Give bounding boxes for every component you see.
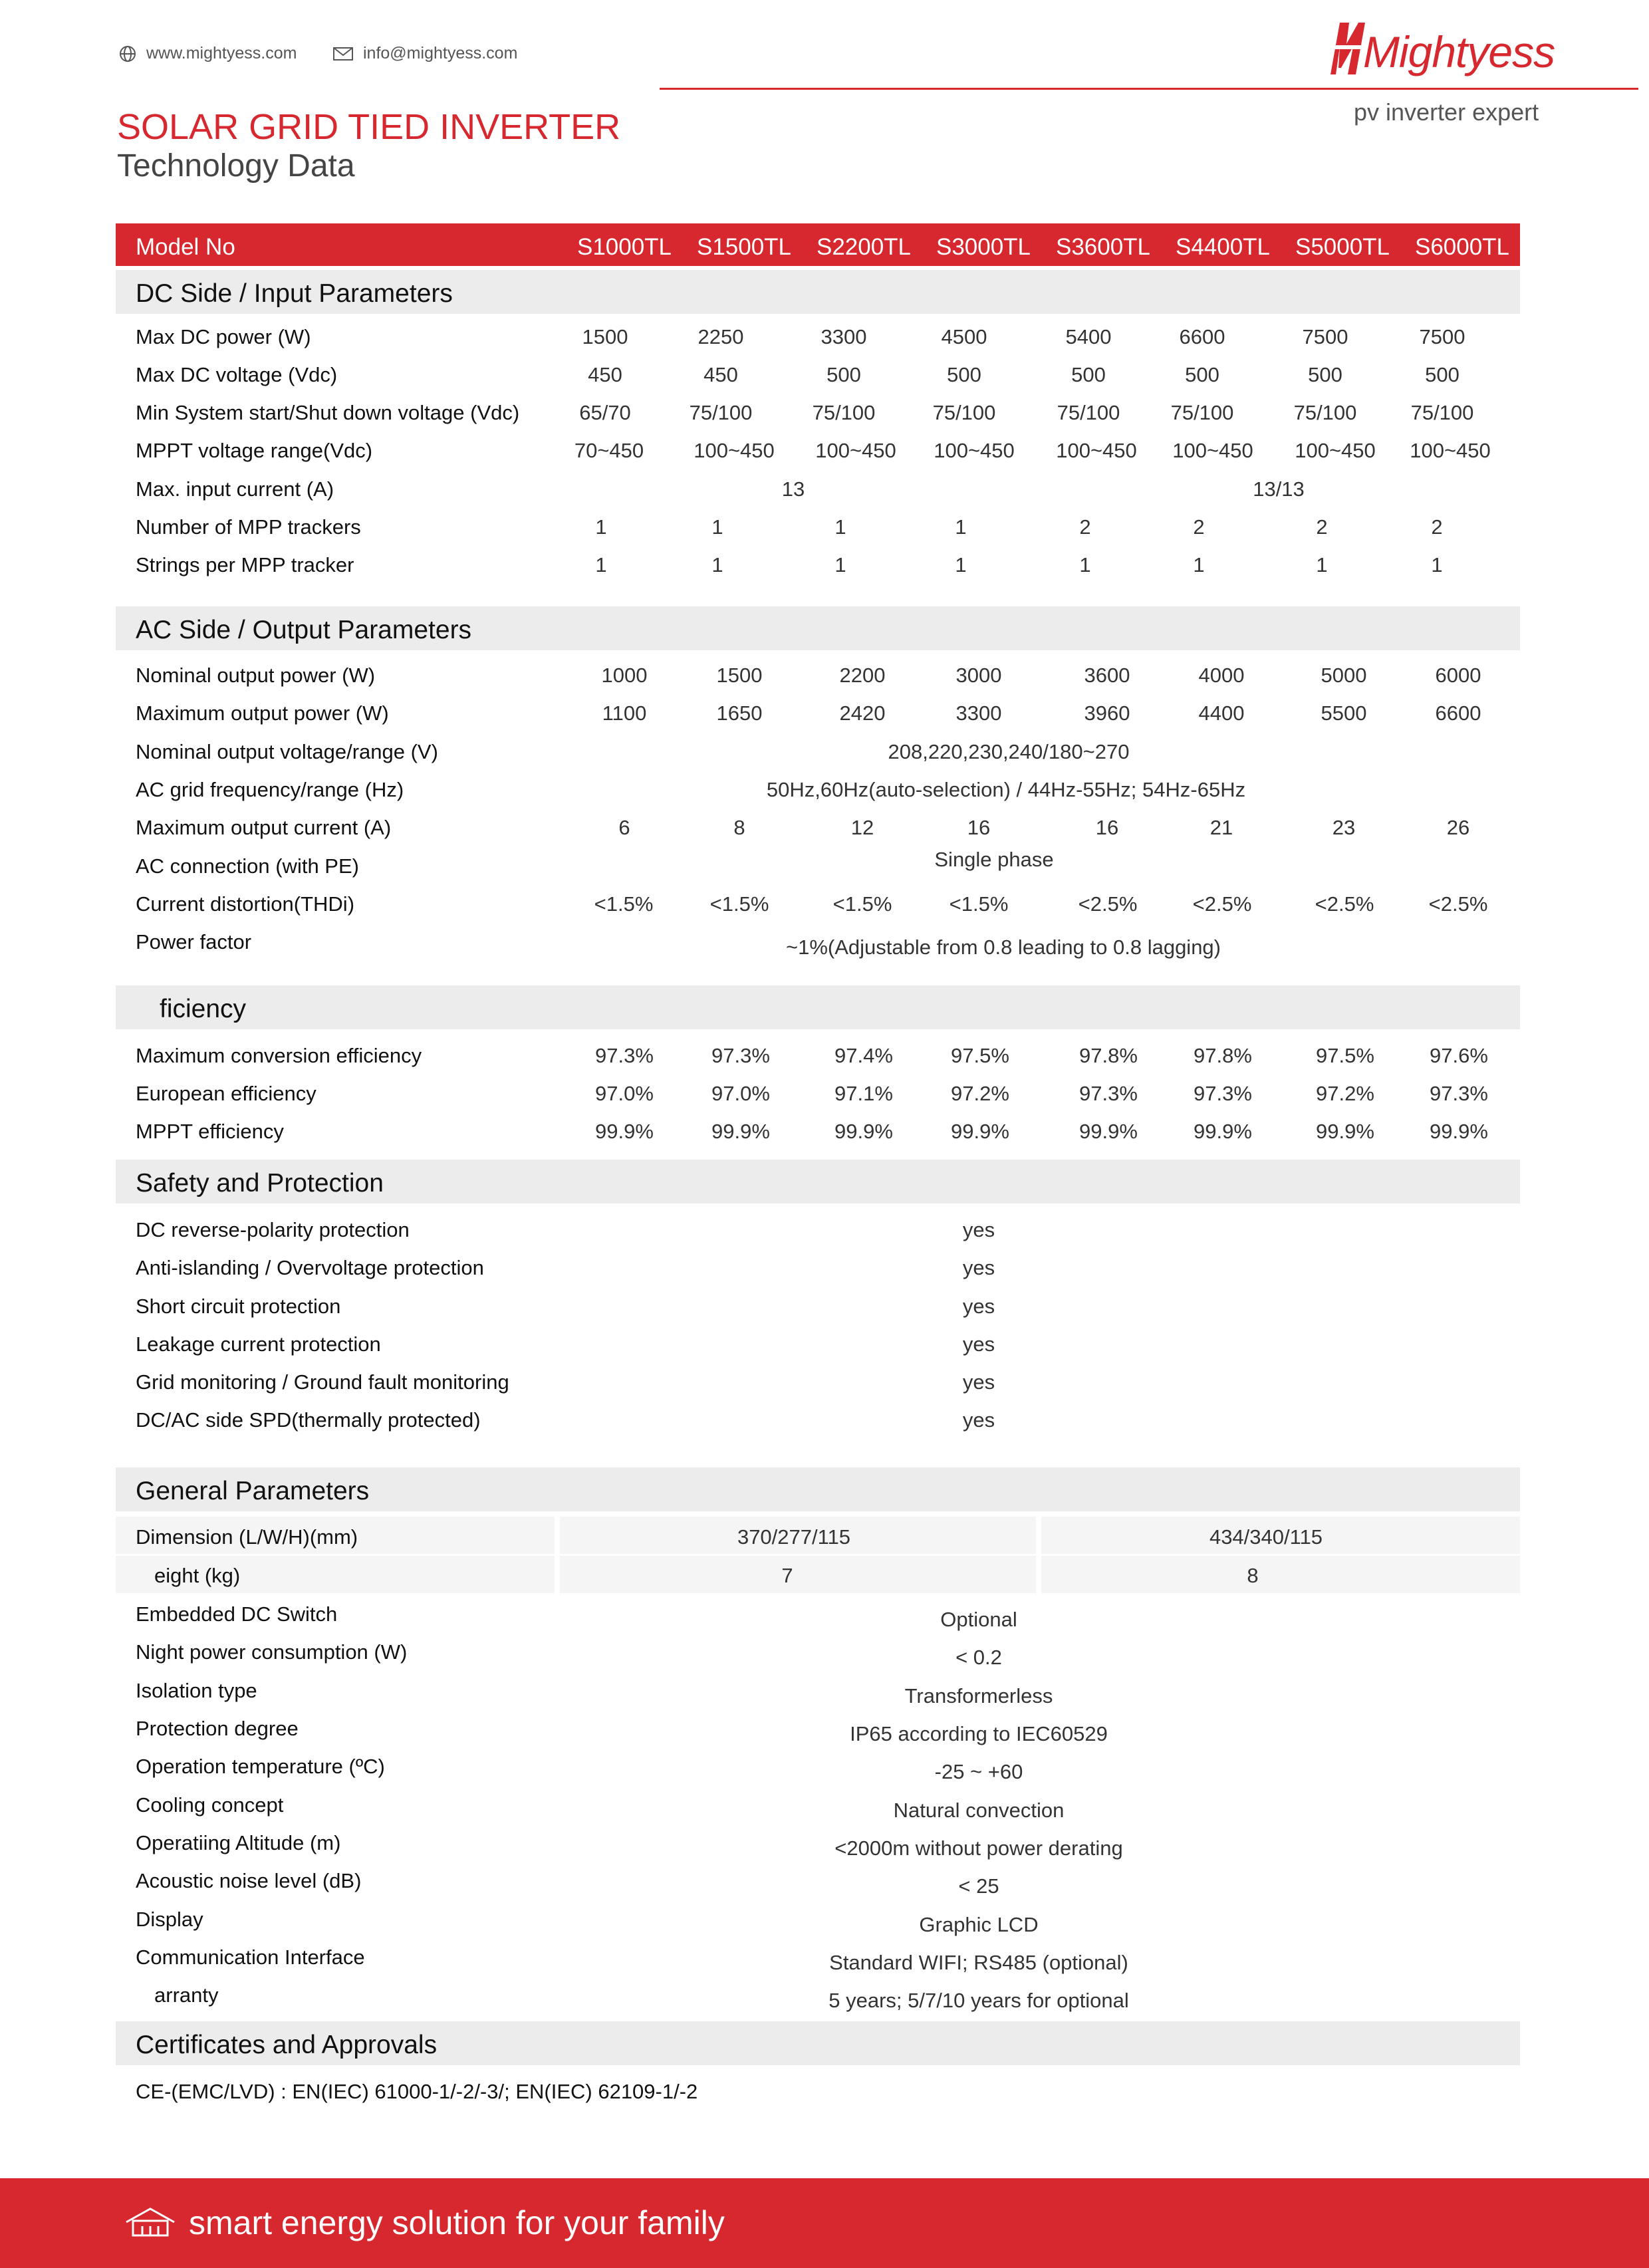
cell-value: 97.5% [951,1044,1009,1067]
table-row [116,657,1520,694]
row-label: Strings per MPP tracker [136,553,354,576]
row-label: Power factor [136,930,252,953]
cell-value: 97.3% [595,1044,654,1067]
table-row [116,809,1520,846]
cell-value: 1 [834,553,846,576]
section-certificates-header [116,2021,1520,2065]
cell-value: 5500 [1321,701,1367,725]
section-ac-header [116,606,1520,650]
cell-value: < 25 [958,1874,999,1898]
cell-value: 16 [967,816,991,839]
cell-value: 100~450 [815,439,896,462]
cell-value: 3300 [955,701,1002,725]
table-row [116,848,1520,885]
cell-value: 7500 [1419,325,1465,348]
cell-value: 1 [1316,553,1328,576]
cell-value: 450 [588,363,622,386]
cell-value: 97.4% [834,1044,893,1067]
table-row [116,547,1520,584]
table-row [116,1787,1520,1824]
cell-value: <1.5% [832,892,892,916]
page-subtitle: Technology Data [117,148,355,184]
row-label: Acoustic noise level (dB) [136,1869,362,1892]
row-label: eight (kg) [154,1564,241,1587]
cell-value: 26 [1446,816,1470,839]
table-row [116,1862,1520,1900]
cell-value: 97.1% [834,1082,893,1105]
cell-value: yes [962,1408,995,1432]
footer-slogan: smart energy solution for your family [189,2204,725,2241]
brand-logo: Mightyess [1363,27,1555,76]
section-dc-header [116,270,1520,314]
cell-value: 2 [1431,515,1443,539]
section-title: DC Side / Input Parameters [136,279,453,308]
cell-value: 8 [733,816,745,839]
table-row [116,886,1520,923]
table-row [116,432,1520,469]
cell-value: 2 [1316,515,1328,539]
cell-value: 5000 [1321,664,1367,687]
house-icon [125,2206,176,2238]
cell-value: 4500 [941,325,987,348]
table-row [116,1519,1520,1556]
cell-value: 1 [1193,553,1205,576]
table-row [116,509,1520,546]
cell-value: 97.8% [1079,1044,1138,1067]
model-name: S6000TL [1414,234,1510,260]
cell-value: 2 [1193,515,1205,539]
row-label: Isolation type [136,1679,257,1702]
cell-value: 75/100 [1057,401,1120,424]
cell-value: 99.9% [595,1120,654,1143]
cell-value: Standard WIFI; RS485 (optional) [829,1951,1128,1974]
cell-value: 99.9% [711,1120,770,1143]
row-label: Grid monitoring / Ground fault monitoring [136,1370,509,1394]
section-title: AC Side / Output Parameters [136,616,472,644]
row-label: Nominal output power (W) [136,664,376,687]
cell-value: 370/277/115 [737,1525,851,1549]
row-label: Cooling concept [136,1793,284,1817]
row-label: Protection degree [136,1717,299,1740]
row-label: MPPT efficiency [136,1120,284,1143]
model-name: S1500TL [696,234,792,260]
cell-value: 3300 [821,325,867,348]
website-link[interactable]: www.mightyess.com [146,44,297,63]
row-label: Operation temperature (ºC) [136,1755,385,1778]
row-label: arranty [154,1983,219,2007]
section-title: Certificates and Approvals [136,2031,438,2059]
cell-value: 6600 [1179,325,1225,348]
row-label: Short circuit protection [136,1295,341,1318]
cell-value: 13/13 [1253,477,1305,501]
certificates-text: CE-(EMC/LVD) : EN(IEC) 61000-1/-2/-3/; EN(IEC) 62109-1/-2 [136,2080,698,2103]
cell-value: 97.2% [951,1082,1009,1105]
row-label: Maximum output current (A) [136,816,392,839]
cell-value: 75/100 [932,401,996,424]
cell-value: 65/70 [579,401,631,424]
cell-value: yes [962,1295,995,1318]
cell-value: 12 [850,816,874,839]
cell-value: 97.3% [1079,1082,1138,1105]
row-label: AC grid frequency/range (Hz) [136,778,404,801]
cell-value: 1 [711,553,723,576]
cell-value: -25 ~ +60 [934,1760,1023,1783]
section-title: General Parameters [136,1477,370,1505]
table-row [116,695,1520,732]
cell-value: 450 [703,363,738,386]
table-row [116,1402,1520,1439]
brand-tagline: pv inverter expert [1354,98,1539,126]
section-title: Safety and Protection [136,1169,384,1197]
model-header-label: Model No [136,234,235,260]
table-row [116,1288,1520,1325]
table-row [116,1710,1520,1747]
model-name: S4400TL [1175,234,1271,260]
cell-value: 1 [955,553,967,576]
cell-value: 3000 [955,664,1002,687]
cell-value: 97.3% [1430,1082,1488,1105]
row-label: Communication Interface [136,1946,365,1969]
table-row [116,1557,1520,1594]
cell-value: 6000 [1435,664,1481,687]
cell-value: 13 [781,477,805,501]
website-contact[interactable] [118,44,297,63]
cell-value: 208,220,230,240/180~270 [888,740,1130,763]
cell-value: 500 [1425,363,1459,386]
table-row [116,1977,1520,2014]
footer-banner [0,2178,1649,2268]
cell-value: 2 [1079,515,1091,539]
cell-value: <2.5% [1192,892,1252,916]
cell-value: 1 [711,515,723,539]
row-label: DC/AC side SPD(thermally protected) [136,1408,481,1432]
table-row [116,1901,1520,1938]
row-label: Anti-islanding / Overvoltage protection [136,1256,484,1279]
cell-value: 2420 [839,701,886,725]
table-row [116,771,1520,809]
cell-value: 3960 [1084,701,1130,725]
row-label: Maximum output power (W) [136,701,389,725]
cell-value: 100~450 [934,439,1015,462]
cell-value: 97.3% [711,1044,770,1067]
cell-value: 21 [1209,816,1233,839]
row-label: Leakage current protection [136,1332,381,1356]
mail-icon [332,46,354,62]
row-label: Max. input current (A) [136,477,334,501]
cell-value: 97.2% [1316,1082,1374,1105]
table-row [116,1249,1520,1287]
cell-value: 100~450 [1295,439,1376,462]
cell-value: yes [962,1332,995,1356]
cell-value: <1.5% [709,892,769,916]
model-name: S3000TL [936,234,1031,260]
globe-icon [118,45,137,63]
model-name: S2200TL [816,234,912,260]
section-efficiency-header [116,985,1520,1029]
cell-value: 500 [1071,363,1106,386]
row-label: MPPT voltage range(Vdc) [136,439,373,462]
cell-value: 4400 [1198,701,1245,725]
cell-value: 1 [1079,553,1091,576]
cell-value: <2.5% [1315,892,1374,916]
cell-value: 100~450 [1172,439,1253,462]
row-label: DC reverse-polarity protection [136,1218,410,1241]
cell-value: 1 [955,515,967,539]
cell-value: 97.0% [711,1082,770,1105]
cell-value: 6600 [1435,701,1481,725]
table-row [116,733,1520,771]
table-row [116,924,1520,961]
cell-value: 2250 [698,325,744,348]
cell-value: 1100 [602,701,647,725]
cell-value: 1 [1431,553,1443,576]
cell-value: yes [962,1370,995,1394]
cell-value: <2000m without power derating [834,1836,1123,1860]
row-label: Max DC power (W) [136,325,311,348]
table-row [116,1596,1520,1633]
cell-value: 4000 [1198,664,1245,687]
cell-value: yes [962,1218,995,1241]
cell-value: <2.5% [1078,892,1138,916]
table-row [116,471,1520,508]
cell-value: 1 [595,553,607,576]
table-row [116,318,1520,356]
cell-value: 97.3% [1194,1082,1252,1105]
row-label: Nominal output voltage/range (V) [136,740,438,763]
cell-value: 97.6% [1430,1044,1488,1067]
cell-value: 1000 [601,664,648,687]
cell-value: 99.9% [834,1120,893,1143]
cell-value: 2200 [839,664,886,687]
cell-value: yes [962,1256,995,1279]
model-header-row [116,223,1520,266]
table-row [116,1075,1520,1112]
cell-value: 97.0% [595,1082,654,1105]
cell-value: 5400 [1065,325,1112,348]
table-row [116,1211,1520,1249]
model-name: S3600TL [1055,234,1151,260]
cell-value: 97.5% [1316,1044,1374,1067]
cell-value: 6 [618,816,630,839]
section-title: ficiency [160,995,247,1023]
cell-value: 1650 [716,701,763,725]
cell-value: 500 [1185,363,1219,386]
cell-value: 75/100 [1170,401,1234,424]
cell-value: 8 [1247,1564,1259,1587]
cell-value: 500 [947,363,981,386]
cell-value: 434/340/115 [1209,1525,1323,1549]
row-label: Operatiing Altitude (m) [136,1831,341,1854]
header-rule [660,88,1638,90]
model-name: S1000TL [576,234,672,260]
cell-value: ~1%(Adjustable from 0.8 leading to 0.8 lagging) [786,936,1221,959]
cell-value: Single phase [934,848,1054,871]
cell-value: Natural convection [893,1799,1065,1822]
cell-value: IP65 according to IEC60529 [850,1722,1108,1745]
row-label: European efficiency [136,1082,317,1105]
cell-value: <1.5% [594,892,654,916]
cell-value: 75/100 [812,401,876,424]
model-name: S5000TL [1295,234,1390,260]
cell-value: 97.8% [1194,1044,1252,1067]
table-row [116,356,1520,394]
cell-value: 99.9% [1194,1120,1252,1143]
table-row [116,1113,1520,1150]
cell-value: 100~450 [1056,439,1137,462]
cell-value: 99.9% [951,1120,1009,1143]
cell-value: 1 [595,515,607,539]
cell-value: 3600 [1084,664,1130,687]
cell-value: Optional [940,1608,1017,1631]
cell-value: 99.9% [1430,1120,1488,1143]
row-label: Min System start/Shut down voltage (Vdc) [136,401,520,424]
row-label: Current distortion(THDi) [136,892,355,916]
cell-value: < 0.2 [955,1646,1002,1669]
cell-value: 1 [834,515,846,539]
cell-value: 100~450 [1410,439,1491,462]
brand-logo-mark-icon [1327,20,1366,76]
row-label: Embedded DC Switch [136,1602,338,1626]
cell-value: 500 [826,363,861,386]
cell-value: 1500 [582,325,628,348]
table-row [116,1939,1520,1976]
table-row [116,1634,1520,1671]
cell-value: Transformerless [904,1684,1053,1707]
cell-value: 7 [781,1564,793,1587]
cell-value: 70~450 [574,439,644,462]
email-link[interactable]: info@mightyess.com [363,44,518,63]
cell-value: 99.9% [1316,1120,1374,1143]
row-label: Dimension (L/W/H)(mm) [136,1525,358,1549]
row-label: Night power consumption (W) [136,1640,408,1664]
page-title: SOLAR GRID TIED INVERTER [117,107,621,147]
cell-value: 75/100 [1293,401,1357,424]
row-label: Display [136,1908,203,1931]
row-label: AC connection (with PE) [136,854,359,878]
cell-value: 1500 [716,664,763,687]
cell-value: 75/100 [689,401,753,424]
cell-value: 16 [1095,816,1119,839]
table-row [116,1825,1520,1862]
cell-value: <1.5% [949,892,1009,916]
cell-value: 23 [1332,816,1356,839]
cell-value: 99.9% [1079,1120,1138,1143]
row-label: Max DC voltage (Vdc) [136,363,338,386]
row-label: Number of MPP trackers [136,515,361,539]
cell-value: <2.5% [1428,892,1488,916]
table-row [116,1748,1520,1785]
cell-value: 75/100 [1410,401,1474,424]
row-label: Maximum conversion efficiency [136,1044,422,1067]
cell-value: 500 [1308,363,1342,386]
table-row [116,1326,1520,1363]
email-contact[interactable] [332,44,517,63]
section-general-header [116,1467,1520,1511]
cell-value: 7500 [1302,325,1348,348]
cell-value: 5 years; 5/7/10 years for optional [828,1989,1129,2012]
table-row [116,1672,1520,1709]
cell-value: Graphic LCD [919,1913,1039,1936]
table-row [116,1037,1520,1074]
cell-value: 100~450 [694,439,775,462]
table-row [116,394,1520,432]
table-row [116,1364,1520,1401]
cell-value: 50Hz,60Hz(auto-selection) / 44Hz-55Hz; 54Hz-65Hz [766,778,1246,801]
section-safety-header [116,1160,1520,1203]
